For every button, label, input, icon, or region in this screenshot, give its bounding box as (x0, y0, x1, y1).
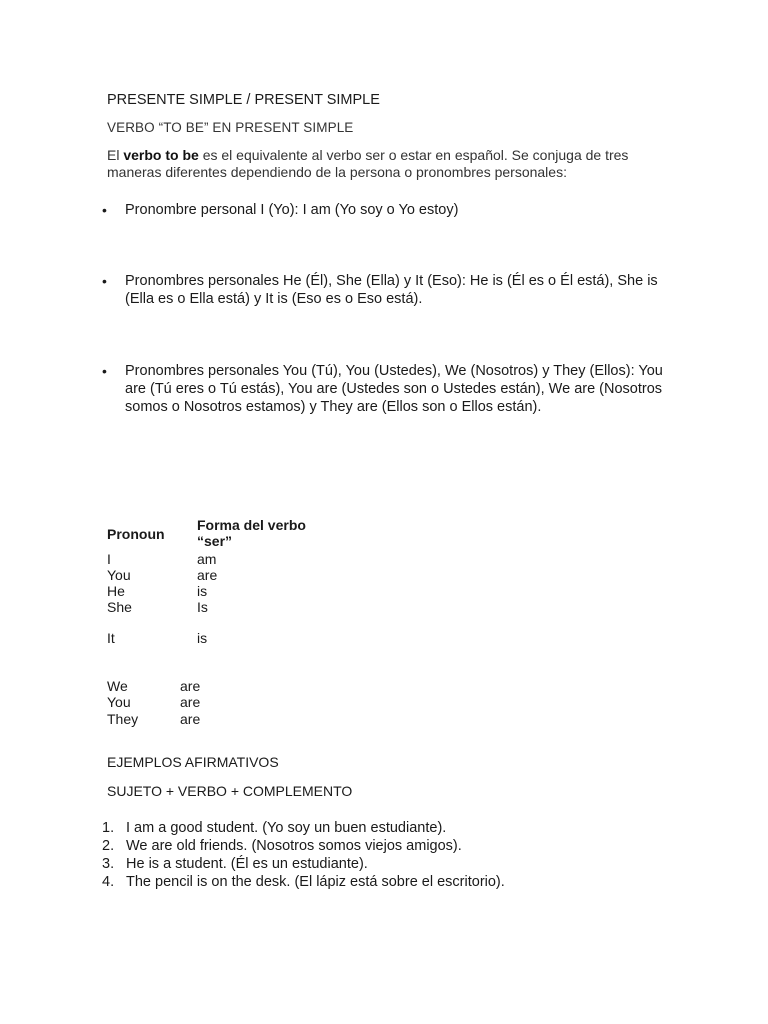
list-number: 2. (102, 838, 115, 854)
bullet-text: Pronombres personales He (Él), She (Ella) y It (Eso): He is (Él es o Él está), She is (Ella es o Ella está) y It is (Eso es o Eso está). (125, 273, 658, 307)
bullet-text: Pronombres personales You (Tú), You (Ustedes), We (Nosotros) y They (Ellos): You are (Tú eres o Tú estás), You are (Ustedes son o Ustedes están), We are (Nosotros somos o Nosotros estamos) y They are (Ellos son o Ellos están). (125, 363, 663, 415)
examples-title: EJEMPLOS AFIRMATIVOS (107, 754, 279, 770)
bullet-item (102, 362, 672, 416)
bullet-dot: • (102, 363, 107, 379)
table-header-pronoun: Pronoun (107, 526, 165, 542)
list-text: I am a good student. (Yo soy un buen estudiante). (126, 820, 447, 836)
list-number: 1. (102, 820, 115, 836)
bullet-dot: • (102, 273, 107, 289)
page-title: PRESENTE SIMPLE / PRESENT SIMPLE (107, 92, 380, 108)
table-cell-pronoun: We (107, 678, 128, 694)
table-cell-pronoun: It (107, 630, 115, 646)
table-cell-verb: Is (197, 599, 208, 615)
table-cell-pronoun: I (107, 551, 111, 567)
table-cell-verb: am (197, 551, 217, 567)
list-number: 3. (102, 856, 115, 872)
list-text: He is a student. (Él es un estudiante). (126, 856, 368, 872)
bullet-dot: • (102, 202, 107, 218)
list-item (102, 873, 505, 891)
bullet-item (102, 201, 672, 219)
table-cell-pronoun: He (107, 583, 125, 599)
list-item (102, 837, 462, 855)
table-header-verb: Forma del verbo “ser” (197, 517, 306, 549)
table-cell-verb: are (180, 694, 201, 710)
section-subtitle: VERBO “TO BE” EN PRESENT SIMPLE (107, 120, 354, 135)
bullet-item (102, 272, 672, 308)
table-cell-verb: are (180, 678, 201, 694)
examples-formula: SUJETO + VERBO + COMPLEMENTO (107, 783, 353, 799)
table-cell-verb: are (197, 567, 218, 583)
table-cell-pronoun: They (107, 711, 139, 727)
list-item (102, 855, 368, 873)
table-cell-pronoun: You (107, 567, 131, 583)
table-cell-pronoun: She (107, 599, 132, 615)
bullet-text: Pronombre personal I (Yo): I am (Yo soy o Yo estoy) (125, 202, 459, 218)
list-number: 4. (102, 874, 115, 890)
table-cell-verb: is (197, 583, 208, 599)
intro-bold-term: verbo to be (123, 147, 199, 163)
list-text: We are old friends. (Nosotros somos viejos amigos). (126, 838, 462, 854)
list-item (102, 819, 446, 837)
intro-prefix: El (107, 147, 124, 163)
table-cell-verb: is (197, 630, 208, 646)
list-text: The pencil is on the desk. (El lápiz está sobre el escritorio). (126, 874, 505, 890)
table-cell-verb: are (180, 711, 201, 727)
table-cell-pronoun: You (107, 694, 131, 710)
intro-rest: es el equivalente al verbo ser o estar en español. Se conjuga de tres maneras diferentes dependiendo de la persona o pronombres personales: (107, 147, 629, 180)
intro-paragraph (107, 147, 667, 181)
